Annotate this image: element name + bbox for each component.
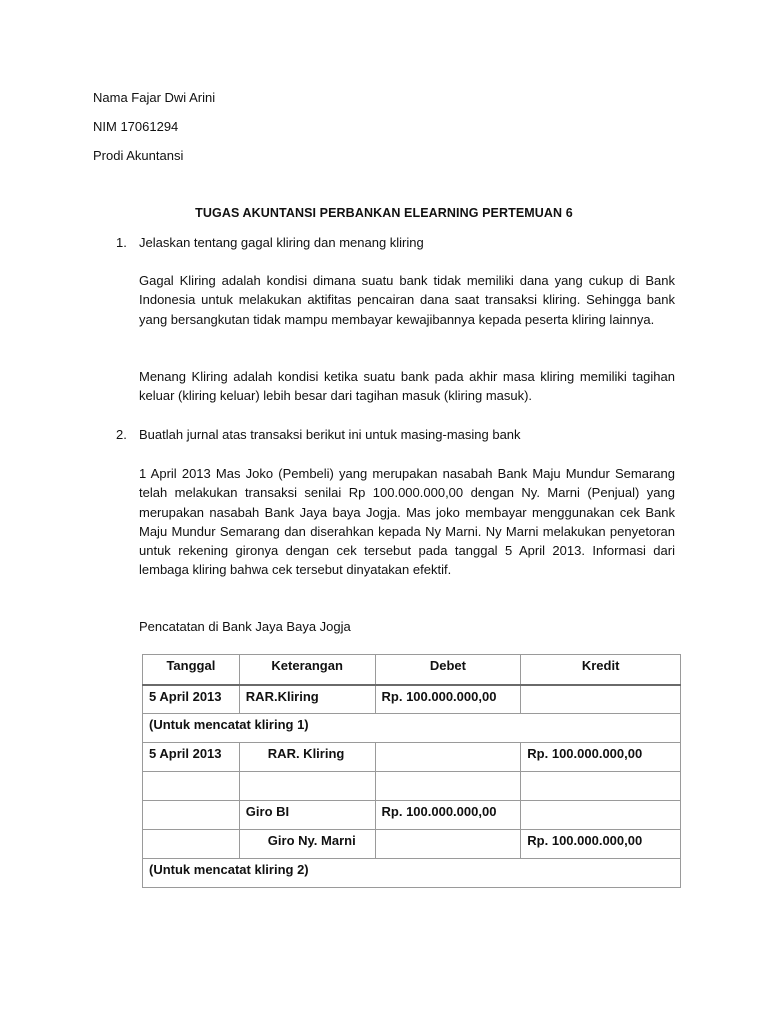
cell-tanggal: [143, 830, 240, 859]
question-1-number: 1.: [116, 235, 127, 250]
cell-debet: [375, 743, 521, 772]
question-2-text: Buatlah jurnal atas transaksi berikut ini untuk masing-masing bank: [139, 427, 521, 442]
table-row: [143, 772, 681, 801]
cell-debet: [375, 830, 521, 859]
case-description: 1 April 2013 Mas Joko (Pembeli) yang merupakan nasabah Bank Maju Mundur Semarang telah melakukan transaksi senilai Rp 100.000.000,00 dengan Ny. Marni (Penjual) yang merupakan nasabah Bank Jaya baya Jogja. Mas joko membayar menggunakan cek Bank Maju Mundur Semarang dan diserahkan kepada Ny Marni. Ny Marni melakukan penyetoran untuk rekening gironya dengan cek tersebut pada tanggal 5 April 2013. Informasi dari lembaga kliring bahwa cek tersebut dinyatakan efektif.: [139, 466, 675, 578]
cell-note: (Untuk mencatat kliring 2): [143, 859, 681, 888]
table-row: [143, 714, 681, 743]
cell-keterangan: [239, 772, 375, 801]
cell-keterangan: RAR. Kliring: [239, 743, 375, 772]
cell-kredit: Rp. 100.000.000,00: [521, 830, 681, 859]
question-1-text: Jelaskan tentang gagal kliring dan menang kliring: [139, 235, 424, 250]
cell-debet: Rp. 100.000.000,00: [375, 685, 521, 714]
table-row: [143, 859, 681, 888]
table-row: [143, 685, 681, 714]
cell-tanggal: 5 April 2013: [143, 685, 240, 714]
student-name: Nama Fajar Dwi Arini: [93, 90, 216, 105]
cell-keterangan: Giro BI: [239, 801, 375, 830]
header-kredit: Kredit: [521, 655, 681, 685]
cell-kredit: [521, 685, 681, 714]
cell-kredit: Rp. 100.000.000,00: [521, 743, 681, 772]
record-label: Pencatatan di Bank Jaya Baya Jogja: [139, 619, 351, 634]
journal-table: [142, 654, 681, 888]
answer-menang-kliring: Menang Kliring adalah kondisi ketika suatu bank pada akhir masa kliring memiliki tagihan keluar (kliring keluar) lebih besar dari tagihan masuk (kliring masuk).: [139, 369, 675, 404]
cell-debet: Rp. 100.000.000,00: [375, 801, 521, 830]
cell-tanggal: [143, 772, 240, 801]
cell-debet: [375, 772, 521, 801]
cell-tanggal: [143, 801, 240, 830]
cell-kredit: [521, 801, 681, 830]
answer-gagal-kliring: Gagal Kliring adalah kondisi dimana suatu bank tidak memiliki dana yang cukup di Bank Indonesia untuk melakukan aktifitas pencairan dana saat transaksi kliring. Sehingga bank yang bersangkutan tidak mampu membayar kewajibannya kepada peserta kliring lainnya.: [139, 273, 675, 327]
table-row: [143, 830, 681, 859]
cell-note: (Untuk mencatat kliring 1): [143, 714, 681, 743]
header-debet: Debet: [375, 655, 521, 685]
table-row: [143, 801, 681, 830]
student-prodi: Prodi Akuntansi: [93, 148, 184, 163]
cell-keterangan: Giro Ny. Marni: [239, 830, 375, 859]
table-row: [143, 743, 681, 772]
cell-tanggal: 5 April 2013: [143, 743, 240, 772]
header-keterangan: Keterangan: [239, 655, 375, 685]
cell-keterangan: RAR.Kliring: [239, 685, 375, 714]
header-tanggal: Tanggal: [143, 655, 240, 685]
document-title: TUGAS AKUNTANSI PERBANKAN ELEARNING PERTEMUAN 6: [195, 206, 573, 220]
student-nim: NIM 17061294: [93, 119, 179, 134]
question-2-number: 2.: [116, 427, 127, 442]
journal-header-row: [143, 655, 681, 685]
cell-kredit: [521, 772, 681, 801]
